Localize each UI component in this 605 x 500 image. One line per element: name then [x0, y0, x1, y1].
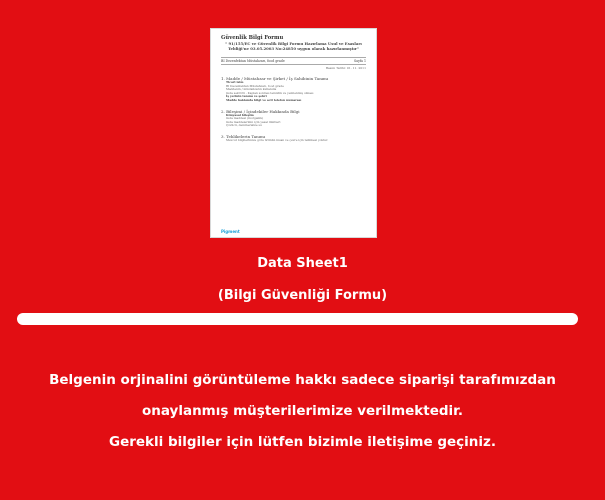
doc-line: Madde hakkında bilgi ve acil telefon numarası	[226, 97, 302, 102]
notice-line-1: Belgenin orjinalini görüntüleme hakkı sadece siparişi tarafımızdan	[49, 372, 556, 388]
doc-line: Gıda maddesi (inorganik)	[226, 116, 264, 121]
pigment-logo: Pigment	[221, 229, 240, 234]
page-title: Data Sheet1	[257, 256, 348, 271]
doc-line: Maddenin / müstahzarın kullanımı	[226, 87, 277, 92]
notice-line-3: Gerekli bilgiler için lütfen bizimle iletişime geçiniz.	[108, 434, 496, 450]
page-subtitle: (Bilgi Güvenliği Formu)	[217, 288, 388, 303]
document-thumbnail[interactable]	[210, 28, 377, 238]
doc-date: Basım Tarihi: 01. 11. 2011	[325, 66, 366, 70]
doc-page-number: Sayfa 1	[353, 59, 366, 63]
doc-product-row	[221, 57, 366, 65]
doc-product-name: BI Dezenfektan Müstahzarı, food grade	[221, 59, 285, 63]
doc-line: Ticari isim	[226, 80, 244, 84]
access-notice	[0, 365, 605, 458]
doc-line: Mevcut bilgilerimize göre ürünün insan ve çevre için tehlikesi yoktur.	[226, 137, 329, 142]
doc-line: İş yerinin tanımı ve şehri	[226, 94, 267, 99]
doc-line: Gıda maddelerinin için yasal limitleri	[226, 119, 281, 124]
doc-section-3: 3. Tehlikelerin Tanımı	[221, 133, 266, 139]
doc-heading: Güvenlik Bilgi Formu	[221, 35, 284, 41]
doc-section-2: 2. Bileşimi / İçindekiler Hakkında Bilgi	[221, 108, 300, 114]
doc-line: BI Dezenfektan Müstahzarı, food grade	[226, 83, 284, 88]
doc-line: Çözücü, demineralize su	[226, 123, 262, 128]
notice-line-2: onaylanmış müşterilerimize verilmektedir.	[141, 403, 464, 419]
doc-line: Gıda sektörü - Kaplan sonrası temizlik ve yenilenmiş olması	[226, 90, 314, 95]
doc-subtitle: " 91/155/EC ve Güvenlik Bilgi Formu Hazırlama Usul ve Esasları Tebliği'ne 03.05.2003 No:24850 uygun olarak hazırlanmıştır"	[225, 41, 362, 51]
doc-line: Kimyasal bileşim	[226, 112, 254, 117]
divider-bar	[17, 313, 578, 325]
doc-section-1: 1. Madde / Müstahzar ve Şirket / İş Sahibinin Tanımı	[221, 76, 329, 81]
